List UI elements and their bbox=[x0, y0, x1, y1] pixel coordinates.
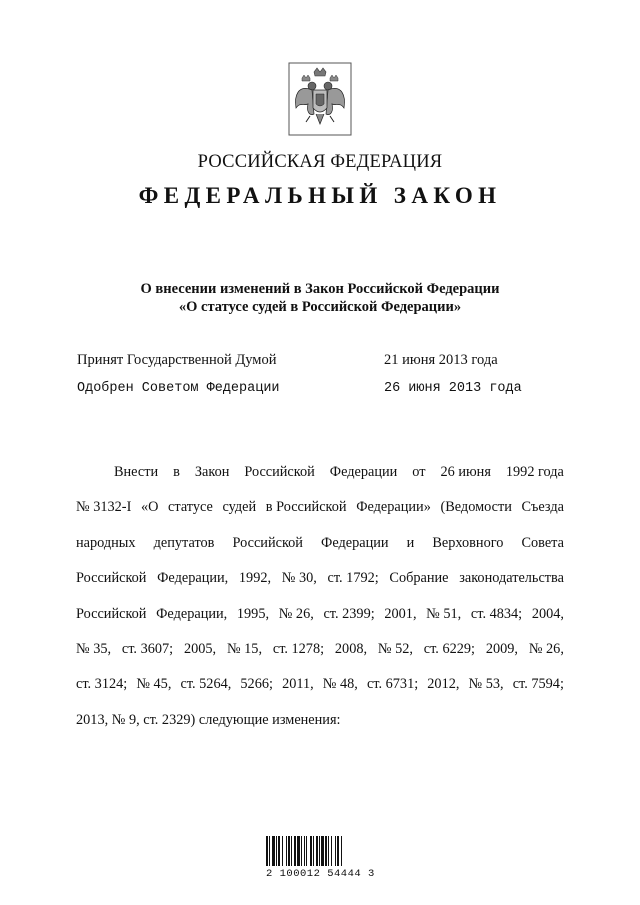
body-word: (Ведомости bbox=[440, 499, 512, 516]
law-subject bbox=[0, 280, 640, 316]
country-name: РОССИЙСКАЯ ФЕДЕРАЦИЯ bbox=[197, 152, 443, 172]
body-word: депутатов bbox=[153, 534, 215, 551]
barcode-number: 2 100012 54444 3 bbox=[266, 868, 375, 880]
body-word: Федерации, bbox=[156, 605, 228, 622]
body-word: 2011, bbox=[282, 676, 314, 693]
barcode-bar bbox=[278, 836, 280, 866]
body-word: ст. 6229; bbox=[423, 640, 476, 657]
barcode-bar bbox=[306, 836, 307, 866]
body-line bbox=[76, 455, 564, 490]
coat-of-arms-emblem bbox=[288, 62, 352, 136]
body-word: 2012, bbox=[427, 676, 460, 693]
law-subject-line-2: «О статусе судей в Российской Федерации» bbox=[178, 299, 462, 315]
body-word: Федерации, bbox=[157, 570, 229, 587]
body-word: Российской bbox=[244, 464, 315, 480]
body-word: 2004, bbox=[531, 605, 564, 622]
body-word: ст. 1278; bbox=[272, 640, 325, 657]
body-word: № 45, bbox=[136, 676, 172, 693]
body-line bbox=[76, 703, 564, 738]
body-word: № 15, bbox=[226, 640, 263, 657]
barcode-bar bbox=[294, 836, 296, 866]
body-word: от bbox=[412, 464, 426, 480]
body-line bbox=[76, 597, 564, 632]
body-word: Федерации» bbox=[356, 499, 431, 516]
body-word: в bbox=[173, 464, 180, 480]
barcode-bar bbox=[316, 836, 318, 866]
body-word: Российской bbox=[76, 605, 147, 622]
body-line bbox=[76, 561, 564, 596]
barcode-bar bbox=[313, 836, 314, 866]
barcode-bar bbox=[291, 836, 292, 866]
barcode-bar bbox=[282, 836, 283, 866]
body-word: № 52, bbox=[377, 640, 413, 657]
barcode-bar bbox=[325, 836, 327, 866]
body-word: 1992 года bbox=[505, 464, 564, 480]
body-word: 2013, № 9, ст. 2329) следующие изменения: bbox=[76, 711, 341, 728]
body-word: Российской bbox=[76, 570, 147, 587]
body-line bbox=[76, 632, 564, 667]
body-word: Закон bbox=[194, 464, 230, 480]
body-word: Российской bbox=[232, 534, 303, 551]
barcode-bar bbox=[301, 836, 302, 866]
barcode-bar bbox=[297, 836, 300, 866]
body-word: ст. 4834; bbox=[470, 605, 523, 622]
body-word: 1992, bbox=[238, 570, 272, 587]
barcode-bar bbox=[341, 836, 342, 866]
barcode-bar bbox=[266, 836, 268, 866]
body-word: судей bbox=[222, 499, 257, 516]
barcode-bar bbox=[319, 836, 320, 866]
barcode-bar bbox=[304, 836, 305, 866]
barcode-bar bbox=[321, 836, 324, 866]
body-word: № 26, bbox=[528, 640, 564, 657]
body-word: № 53, bbox=[468, 676, 504, 693]
council-approval-label: Одобрен Советом Федерации bbox=[77, 381, 280, 396]
body-word: ст. 3607; bbox=[121, 640, 174, 657]
body-word: № 30, bbox=[281, 570, 317, 587]
body-word: ст. 6731; bbox=[366, 676, 419, 693]
barcode-bar bbox=[286, 836, 287, 866]
council-approval-date: 26 июня 2013 года bbox=[384, 381, 522, 396]
barcode-bar bbox=[310, 836, 312, 866]
body-word: ст. 2399; bbox=[323, 605, 375, 622]
body-word: Федерации bbox=[329, 464, 398, 480]
body-word: 2009, bbox=[485, 640, 518, 657]
duma-adoption-date: 21 июня 2013 года bbox=[384, 352, 498, 368]
body-word: № 51, bbox=[426, 605, 462, 622]
body-word: Федерации bbox=[321, 534, 389, 551]
law-body-text bbox=[76, 455, 564, 738]
body-line bbox=[76, 667, 564, 702]
body-word: Совета bbox=[521, 534, 564, 551]
body-line bbox=[76, 490, 564, 525]
body-word: № 35, bbox=[76, 640, 112, 657]
body-word: № 26, bbox=[278, 605, 314, 622]
body-line bbox=[76, 526, 564, 561]
body-word: 26 июня bbox=[440, 464, 491, 480]
body-word: ст. 3124; bbox=[76, 676, 128, 693]
body-word: и bbox=[406, 534, 415, 551]
barcode-bar bbox=[328, 836, 329, 866]
barcode-bar bbox=[335, 836, 336, 866]
body-word: № 48, bbox=[322, 676, 358, 693]
barcode-bar bbox=[269, 836, 270, 866]
law-type-title: ФЕДЕРАЛЬНЫЙ ЗАКОН bbox=[138, 183, 502, 208]
body-word: 2005, bbox=[183, 640, 217, 657]
duma-adoption-label: Принят Государственной Думой bbox=[77, 352, 277, 368]
barcode-bar bbox=[272, 836, 275, 866]
body-word: ст. 7594; bbox=[512, 676, 564, 693]
body-word: 2001, bbox=[384, 605, 417, 622]
law-subject-line-1: О внесении изменений в Закон Российской Федерации bbox=[140, 281, 500, 297]
body-word: 1995, bbox=[236, 605, 270, 622]
body-word: законодательства bbox=[459, 570, 564, 587]
body-word: 2008, bbox=[334, 640, 368, 657]
body-word: 5266; bbox=[240, 676, 273, 693]
body-word: Верховного bbox=[432, 534, 504, 551]
body-word: Собрание bbox=[389, 570, 449, 587]
barcode-bar bbox=[331, 836, 332, 866]
body-word: Съезда bbox=[521, 499, 564, 516]
body-word: статусе bbox=[168, 499, 213, 516]
barcode-bar bbox=[276, 836, 277, 866]
body-word: ст. 5264, bbox=[180, 676, 232, 693]
body-word: народных bbox=[76, 534, 136, 551]
barcode-bar bbox=[288, 836, 290, 866]
body-word: Внести bbox=[114, 464, 159, 480]
barcode-bar bbox=[337, 836, 339, 866]
body-word: в Российской bbox=[265, 499, 347, 516]
body-word: № 3132-I bbox=[76, 499, 132, 516]
body-word: «О bbox=[140, 499, 159, 516]
body-word: ст. 1792; bbox=[327, 570, 379, 587]
